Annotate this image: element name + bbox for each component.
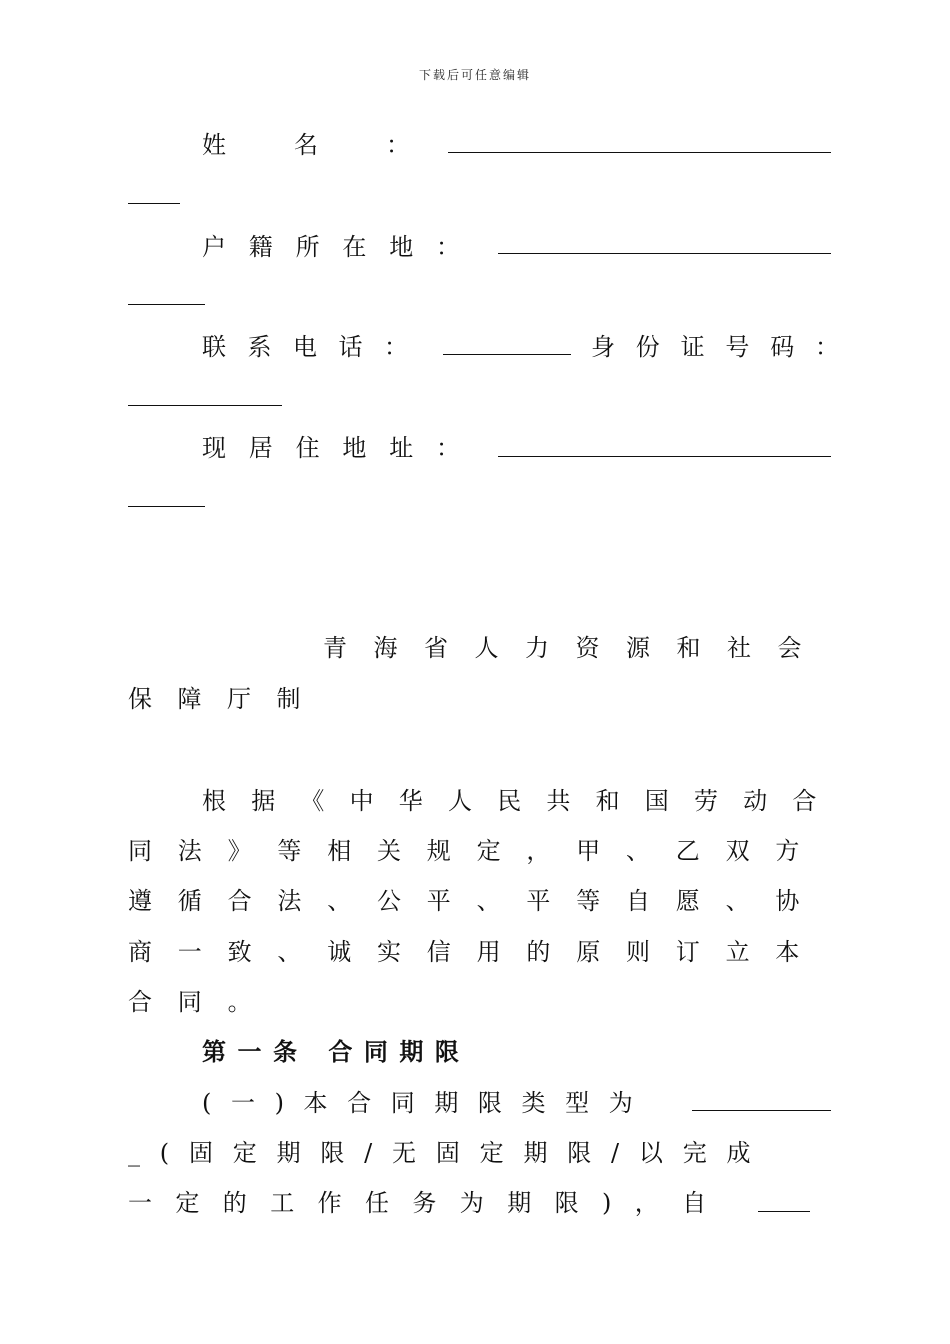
intro-line-5: 合同。 (128, 988, 278, 1016)
name-label-char-2: 名 (294, 131, 318, 159)
name-label-row (202, 130, 410, 160)
intro-line-2: 同法》等相关规定，甲、乙双方 (128, 837, 826, 865)
phone-field[interactable] (443, 354, 571, 355)
name-label-colon: ： (386, 131, 410, 159)
name-field[interactable] (448, 152, 831, 153)
address-field[interactable] (498, 456, 831, 457)
issuer-line-2: 保障厅制 (128, 685, 326, 713)
article-1-line-3: 一定的工作任务为期限)，自 (128, 1189, 730, 1217)
hukou-label: 户 籍 所 在 地 ： (202, 233, 460, 261)
article-1-line-1: (一)本合同期限类型为 (202, 1089, 653, 1117)
contract-start-field[interactable] (758, 1211, 810, 1212)
address-label: 现 居 住 地 址 ： (202, 434, 460, 462)
intro-line-1: 根据《中华人民共和国劳动合 (202, 787, 842, 815)
name-field-continuation[interactable] (128, 203, 180, 204)
phone-label: 联 系 电 话 ： (202, 333, 408, 361)
article-1-line-2: _(固定期限/无固定期限/以完成 (128, 1139, 771, 1167)
intro-line-3: 遵循合法、公平、平等自愿、协 (128, 887, 826, 915)
hukou-field[interactable] (498, 253, 831, 254)
id-label: 身 份 证 号 码 ： (591, 333, 839, 361)
page-header: 下载后可任意编辑 (418, 68, 531, 82)
name-label-char-1: 姓 (202, 131, 226, 159)
hukou-field-continuation[interactable] (128, 304, 205, 305)
article-1-title: 第一条 合同期限 (202, 1037, 471, 1066)
name-label (202, 130, 410, 160)
issuer-line-1: 青海省人力资源和社会 (323, 634, 828, 662)
address-field-continuation[interactable] (128, 506, 205, 507)
intro-line-4: 商一致、诚实信用的原则订立本 (128, 938, 826, 966)
id-field[interactable] (128, 405, 282, 406)
contract-type-field[interactable] (692, 1110, 831, 1111)
